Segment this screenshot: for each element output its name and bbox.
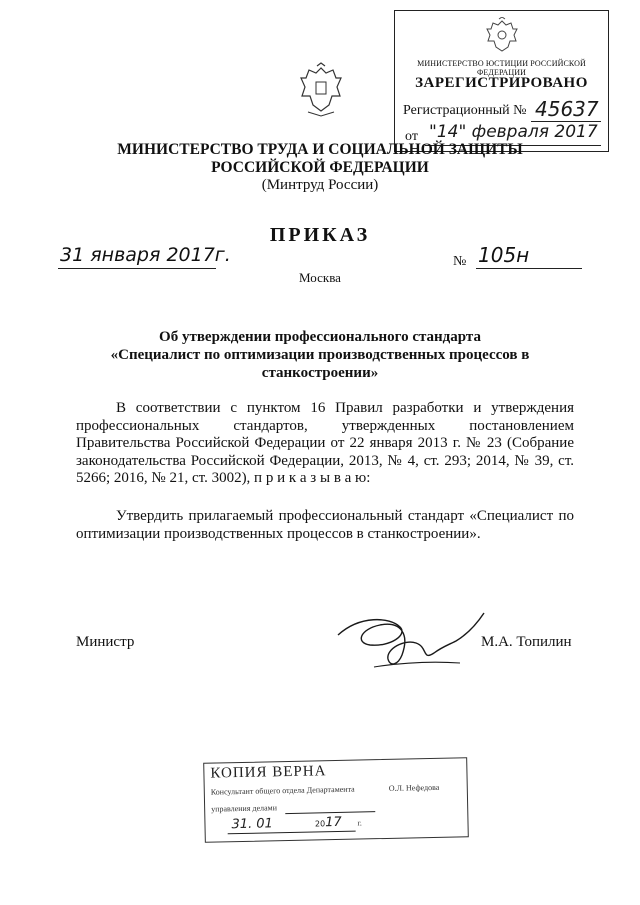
registration-stamp [394,10,609,152]
copy-stamp-position-line1: Консультант общего отдела Департамента [210,784,355,797]
order-title-line3: станкостроении» [261,365,379,381]
coat-of-arms-icon [485,17,519,55]
copy-stamp-date [231,815,342,832]
signature-image [330,605,490,685]
document-type: ПРИКАЗ [269,224,371,246]
body-paragraph-2: Утвердить прилагаемый профессиональный стандарт «Специалист по оптимизации производственных процессов в станкостроении». [76,508,574,542]
signer-role: Министр [76,634,135,650]
copy-stamp-year-value: 17 [325,814,342,831]
registration-ministry: МИНИСТЕРСТВО ЮСТИЦИИ РОССИЙСКОЙ ФЕДЕРАЦИИ [417,59,586,77]
order-city: Москва [299,270,341,285]
copy-certification-stamp [203,757,469,843]
order-title-line1: Об утверждении профессионального стандарта [159,329,481,345]
ministry-name-line2: РОССИЙСКОЙ ФЕДЕРАЦИИ [211,159,429,176]
coat-of-arms-icon [298,62,344,118]
order-number-value: 105н [478,243,530,267]
registration-date-value: "14" февраля 2017 [429,122,598,142]
order-date: 31 января 2017г. [60,244,231,266]
copy-stamp-person: О.Л. Нефедова [388,782,440,793]
registration-status: ЗАРЕГИСТРИРОВАНО [415,75,588,91]
registration-number-value: 45637 [535,97,599,121]
registration-number-label: Регистрационный № [403,103,527,118]
order-number-label: № [453,254,467,269]
copy-stamp-year-suffix: г. [357,818,362,828]
signer-name: М.А. Топилин [481,634,572,650]
copy-stamp-year-prefix: 20 [314,819,326,829]
body-paragraph-1: В соответствии с пунктом 16 Правил разработки и утверждения профессиональных стандартов, утвержденных постановлением Правительства Российской Федерации от 22 января 2013 г. № 23 (Собрание законодательства Российской Федерации, 2013, № 4, ст. 293; 2014, № 39, ст. 5266; 2016, № 21, ст. 3002), п р и к а з ы в а ю: [76,400,574,486]
ministry-name-line1: МИНИСТЕРСТВО ТРУДА И СОЦИАЛЬНОЙ ЗАЩИТЫ [117,141,523,158]
order-title-line2: «Специалист по оптимизации производственных процессов в [110,347,530,363]
order-title [100,328,540,382]
copy-stamp-position-line2: управления делами [211,803,278,814]
ministry-short-name: (Минтруд России) [261,177,379,193]
copy-stamp-day-month: 31. 01 [231,816,274,833]
registration-date-label: от [405,129,418,144]
copy-stamp-title: КОПИЯ ВЕРНА [210,763,327,782]
